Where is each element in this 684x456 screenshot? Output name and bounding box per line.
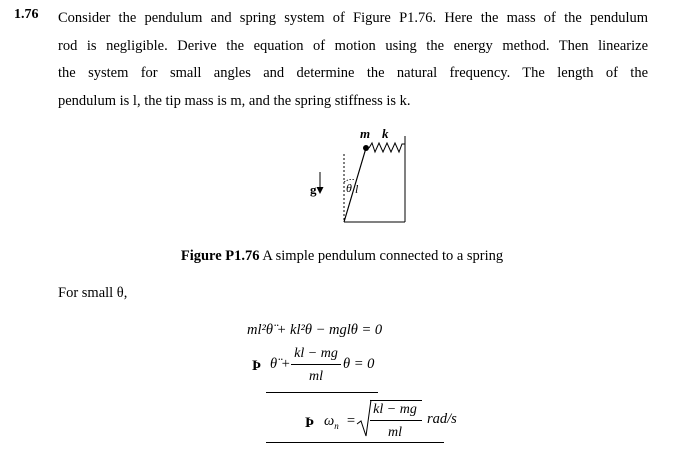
- gravity-arrowhead: [317, 187, 324, 194]
- fraction-bar: [291, 364, 341, 365]
- spring-label: k: [382, 126, 389, 141]
- length-label: l: [355, 182, 359, 196]
- sqrt-overline: [370, 400, 422, 401]
- solution-intro: For small θ,: [58, 285, 128, 301]
- angle-label: θ: [346, 181, 352, 195]
- frequency-numerator: kl − mg: [373, 402, 417, 417]
- underline-rule: [266, 392, 378, 393]
- implies-symbol: Þ: [252, 358, 262, 374]
- equation-of-motion: ml²θ̈ + kl²θ − mglθ = 0: [247, 322, 383, 338]
- problem-number: 1.76: [14, 7, 39, 22]
- problem-line: the system for small angles and determine the natural frequency. The length of the: [58, 65, 648, 81]
- tip-mass: [363, 145, 369, 151]
- caption-text: A simple pendulum connected to a spring: [259, 248, 504, 264]
- linearized-denominator: ml: [309, 369, 323, 384]
- omega-symbol: ω: [324, 413, 335, 429]
- frequency-unit: rad/s: [427, 411, 457, 427]
- pendulum-spring-figure: [288, 124, 418, 230]
- natural-frequency-symbol: [324, 413, 339, 431]
- problem-statement: [58, 5, 648, 115]
- fraction-bar: [370, 420, 422, 421]
- linearized-lhs: θ̈ +: [270, 356, 291, 372]
- problem-line: rod is negligible. Derive the equation of motion using the energy method. Then linearize: [58, 37, 648, 54]
- figure-caption: [0, 248, 684, 265]
- equals-sign: =: [346, 413, 356, 429]
- linearized-rhs: θ = 0: [343, 356, 375, 372]
- underline-rule: [266, 442, 444, 443]
- problem-line: Consider the pendulum and spring system of Figure P1.76. Here the mass of the pendulum: [58, 10, 648, 26]
- omega-subscript: n: [334, 420, 339, 431]
- mass-label: m: [360, 126, 371, 141]
- problem-line: pendulum is l, the tip mass is m, and the spring stiffness is k.: [58, 92, 411, 109]
- frequency-denominator: ml: [388, 425, 402, 440]
- implies-symbol: Þ: [305, 415, 315, 431]
- gravity-label: g: [310, 182, 317, 197]
- caption-label: Figure P1.76: [180, 248, 260, 264]
- spring: [369, 143, 405, 152]
- linearized-numerator: kl − mg: [294, 346, 338, 361]
